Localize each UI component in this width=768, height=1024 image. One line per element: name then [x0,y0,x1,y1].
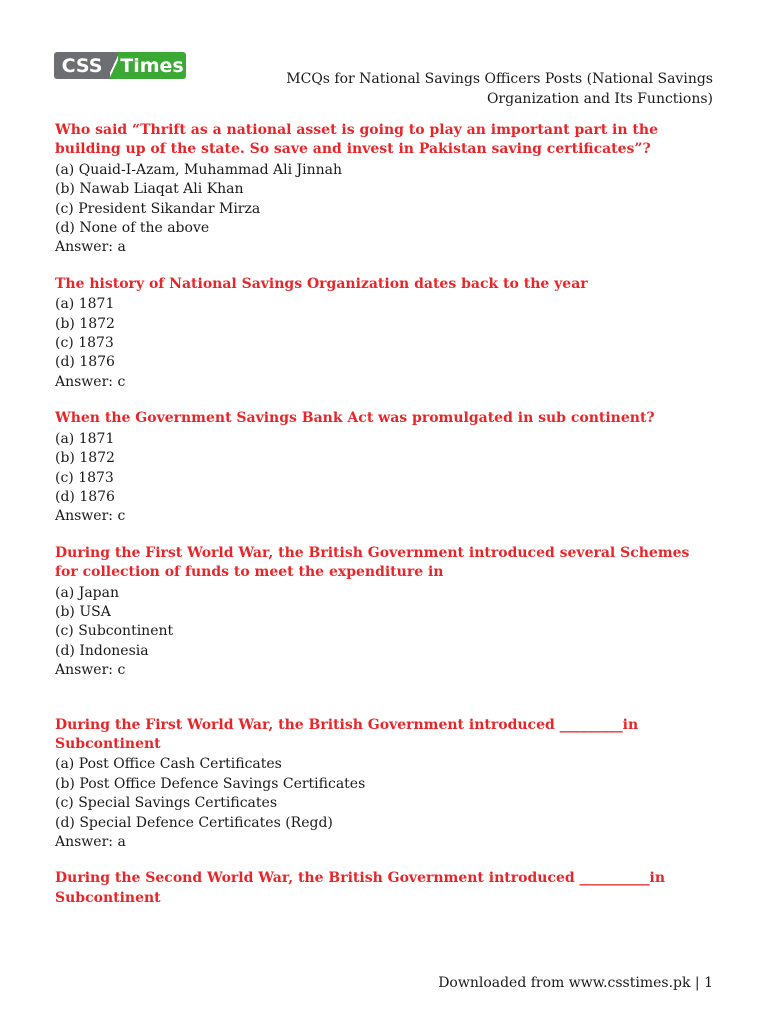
answer-text: Answer: c [55,373,126,390]
csstimes-logo [54,52,186,79]
question-text: When the Government Savings Bank Act was promulgated in sub continent? [55,410,655,427]
logo-text-times: Times [118,52,186,79]
mcq-item [55,544,715,681]
question-text: During the First World War, the British Government introduced several Schemes for collection of funds to meet the expenditure in [55,544,690,581]
question-text: During the Second World War, the British Government introduced __________in Subcontinent [55,870,666,906]
option-a: (a) Post Office Cash Certificates [55,756,282,773]
option-b: (b) USA [55,603,111,620]
logo-text-css: CSS [54,52,110,79]
option-d: (d) 1876 [55,354,115,371]
option-d: (d) None of the above [55,220,210,237]
option-c: (c) Special Savings Certificates [55,795,277,812]
mcq-item [55,121,715,258]
option-d: (d) Special Defence Certificates (Regd) [55,814,333,831]
option-b: (b) 1872 [55,450,115,467]
mcq-list [55,121,715,925]
answer-text: Answer: a [55,834,126,850]
mcq-item [55,869,715,908]
page-header-title: MCQs for National Savings Officers Posts (National Savings Organization and Its Functions) [286,71,713,107]
option-a: (a) Quaid-I-Azam, Muhammad Ali Jinnah [55,161,343,178]
option-a: (a) 1871 [55,430,115,447]
question-text: The history of National Savings Organization dates back to the year [55,275,588,292]
option-c: (c) President Sikandar Mirza [55,200,261,217]
mcq-item [55,275,715,392]
option-c: (c) Subcontinent [55,623,174,640]
mcq-item [55,409,715,526]
question-text: Who said “Thrift as a national asset is going to play an important part in the building up of the state. So save and invest in Pakistan saving certificates”? [55,122,658,158]
page-footer: Downloaded from www.csstimes.pk | 1 [438,975,713,991]
answer-text: Answer: a [55,239,126,256]
option-b: (b) Post Office Defence Savings Certificates [55,775,366,792]
option-b: (b) 1872 [55,315,115,332]
option-a: (a) Japan [55,584,120,601]
logo-slash [110,52,118,79]
option-c: (c) 1873 [55,469,114,486]
mcq-item [55,716,715,853]
option-a: (a) 1871 [55,296,115,313]
option-d: (d) 1876 [55,488,115,505]
option-b: (b) Nawab Liaqat Ali Khan [55,181,244,198]
answer-text: Answer: c [55,508,126,525]
option-c: (c) 1873 [55,335,114,352]
question-text: During the First World War, the British Government introduced _________in Subcontinent [55,716,639,752]
option-d: (d) Indonesia [55,642,149,659]
answer-text: Answer: c [55,662,126,679]
